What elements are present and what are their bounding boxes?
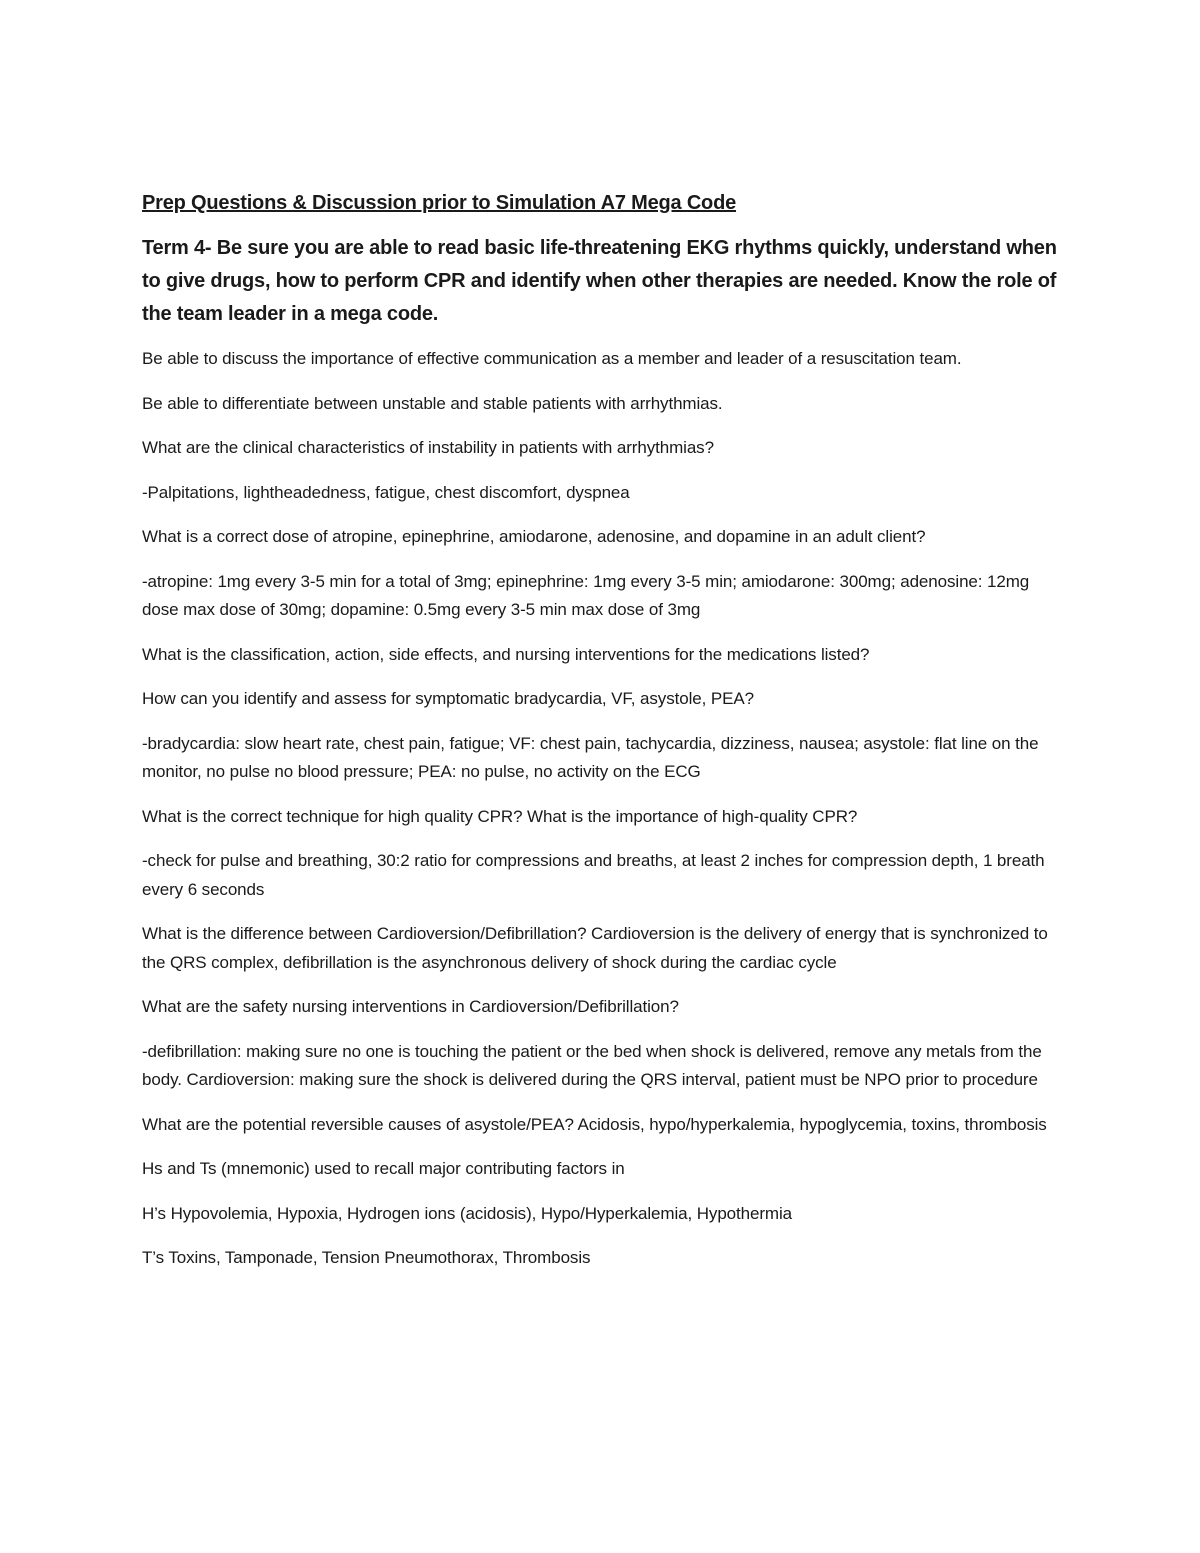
answer-safety: -defibrillation: making sure no one is touching the patient or the bed when shock is delivered, remove any metals from the body. Cardioversion: making sure the shock is delivered during the QRS interval, patient must be NPO prior to procedure — [142, 1041, 1042, 1089]
question-rhythms: How can you identify and assess for symptomatic bradycardia, VF, asystole, PEA? — [142, 689, 754, 708]
document-title: Prep Questions & Discussion prior to Simulation A7 Mega Code — [142, 192, 737, 214]
paragraph-stable-unstable: Be able to differentiate between unstable and stable patients with arrhythmias. — [142, 393, 723, 413]
document-page — [142, 188, 1062, 1289]
mnemonic-intro: Hs and Ts (mnemonic) used to recall major contributing factors in — [142, 1159, 625, 1178]
question-safety: What are the safety nursing interventions in Cardioversion/Defibrillation? — [142, 997, 679, 1016]
answer-rhythms: -bradycardia: slow heart rate, chest pain, fatigue; VF: chest pain, tachycardia, dizziness, nausea; asystole: flat line on the monitor, no pulse no blood pressure; PEA: no pulse, no activity on the ECG — [142, 733, 1039, 781]
answer-cpr: -check for pulse and breathing, 30:2 ratio for compressions and breaths, at least 2 inches for compression depth, 1 breath every 6 seconds — [142, 851, 1045, 899]
term-instructions: Term 4- Be sure you are able to read basic life-threatening EKG rhythms quickly, understand when to give drugs, how to perform CPR and identify when other therapies are needed. Know the role of the team leader in a mega code. — [142, 237, 1057, 325]
question-reversible-causes: What are the potential reversible causes of asystole/PEA? Acidosis, hypo/hyperkalemia, hypoglycemia, toxins, thrombosis — [142, 1114, 1047, 1134]
mnemonic-ts: T’s Toxins, Tamponade, Tension Pneumothorax, Thrombosis — [142, 1248, 591, 1267]
answer-doses: -atropine: 1mg every 3-5 min for a total of 3mg; epinephrine: 1mg every 3-5 min; amiodarone: 300mg; adenosine: 12mg dose max dose of 30mg; dopamine: 0.5mg every 3-5 min max dose of 3mg — [142, 571, 1030, 619]
paragraph-communication: Be able to discuss the importance of effective communication as a member and leader of a resuscitation team. — [142, 349, 962, 368]
answer-instability: -Palpitations, lightheadedness, fatigue, chest discomfort, dyspnea — [142, 482, 630, 502]
mnemonic-hs: H’s Hypovolemia, Hypoxia, Hydrogen ions (acidosis), Hypo/Hyperkalemia, Hypothermia — [142, 1203, 793, 1223]
question-cardioversion: What is the difference between Cardioversion/Defibrillation? Cardioversion is the delivery of energy that is synchronized to the QRS complex, defibrillation is the asynchronous delivery of shock during the cardiac cycle — [142, 924, 1048, 972]
question-instability: What are the clinical characteristics of instability in patients with arrhythmias? — [142, 438, 714, 457]
question-cpr: What is the correct technique for high quality CPR? What is the importance of high-quality CPR? — [142, 806, 858, 826]
question-medications: What is the classification, action, side effects, and nursing interventions for the medications listed? — [142, 644, 870, 664]
question-doses: What is a correct dose of atropine, epinephrine, amiodarone, adenosine, and dopamine in an adult client? — [142, 527, 926, 546]
